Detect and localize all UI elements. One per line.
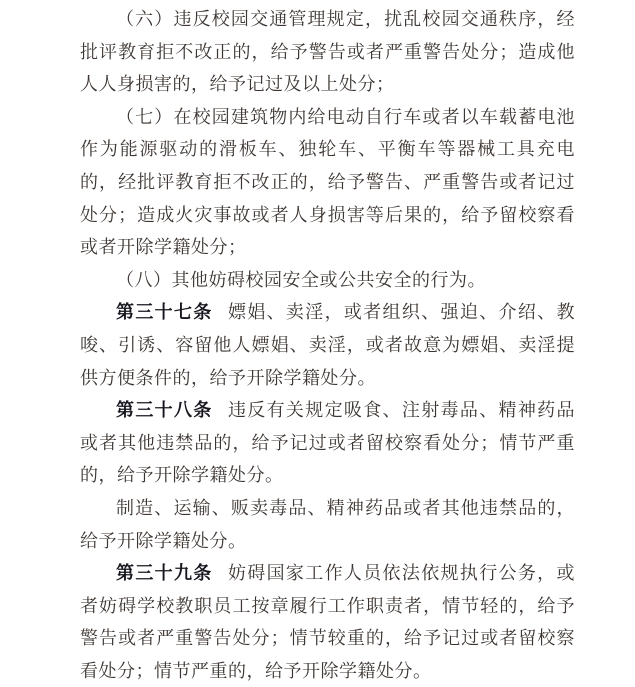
paragraph-item-8 (80, 264, 575, 297)
paragraph-article-38 (80, 394, 575, 492)
paragraph-text: 违反有关规定吸食、注射毒品、精神药品或者其他违禁品的，给予记过或者留校察看处分；情节严重的，给予开除学籍处分。 (80, 400, 576, 486)
paragraph-text: 嫖娼、卖淫，或者组织、强迫、介绍、教唆、引诱、容留他人嫖娼、卖淫，或者故意为嫖娼、卖淫提供方便条件的，给予开除学籍处分。 (80, 302, 576, 388)
paragraph-article-37 (80, 296, 575, 394)
paragraph-item-6 (80, 3, 575, 101)
document-text-block (80, 3, 575, 687)
article-number-39: 第三十九条 (116, 563, 213, 584)
article-number-38: 第三十八条 (116, 400, 213, 421)
paragraph-text: 妨碍国家工作人员依法依规执行公务，或者妨碍学校教职员工按章履行工作职责者，情节轻的，给予警告或者严重警告处分；情节较重的，给予记过或者留校察看处分；情节严重的，给予开除学籍处分。 (80, 563, 576, 681)
paragraph-text: 制造、运输、贩卖毒品、精神药品或者其他违禁品的，给予开除学籍处分。 (80, 497, 575, 551)
paragraph-text: （六）违反校园交通管理规定，扰乱校园交通秩序，经批评教育拒不改正的，给予警告或者严重警告处分；造成他人人身损害的，给予记过及以上处分； (80, 9, 575, 95)
paragraph-article-38-cont (80, 492, 575, 557)
paragraph-text: （七）在校园建筑物内给电动自行车或者以车载蓄电池作为能源驱动的滑板车、独轮车、平衡车等器械工具充电的，经批评教育拒不改正的，给予警告、严重警告或者记过处分；造成火灾事故或者人身损害等后果的，给予留校察看或者开除学籍处分； (80, 106, 575, 258)
paragraph-text: （八）其他妨碍校园安全或公共安全的行为。 (116, 269, 486, 290)
paragraph-article-39 (80, 557, 575, 687)
article-number-37: 第三十七条 (116, 302, 213, 323)
paragraph-item-7 (80, 101, 575, 264)
